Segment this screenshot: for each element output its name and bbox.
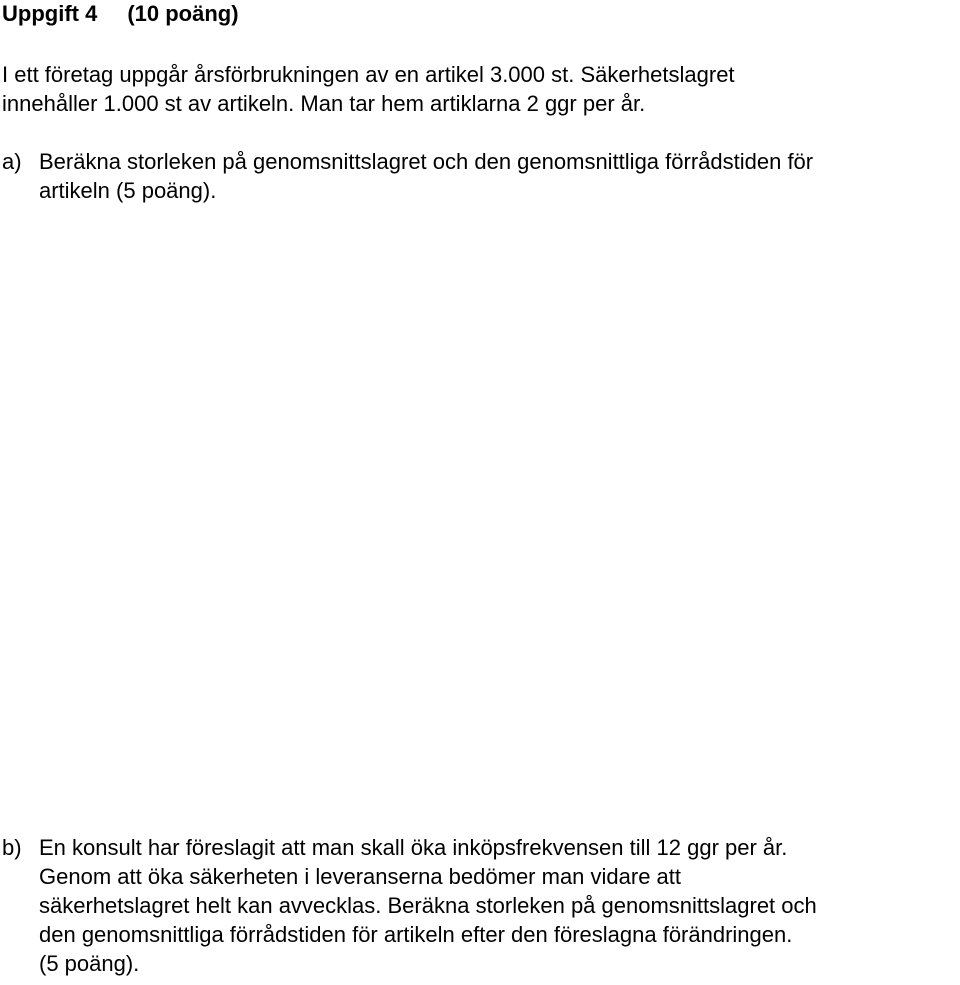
intro-line: innehåller 1.000 st av artikeln. Man tar hem artiklarna 2 ggr per år. [2,91,646,116]
question-a-text [39,147,813,205]
question-b [2,833,817,978]
question-b-line: Genom att öka säkerheten i leveranserna bedömer man vidare att [39,864,682,889]
task-title: Uppgift 4 [2,1,98,26]
question-a-line: Beräkna storleken på genomsnittslagret och den genomsnittliga förrådstiden för [39,149,814,174]
task-heading [2,0,239,28]
question-a-line: artikeln (5 poäng). [39,178,217,203]
question-b-line: den genomsnittliga förrådstiden för artikeln efter den föreslagna förändringen. [39,922,793,947]
question-b-line: (5 poäng). [39,951,140,976]
task-intro [2,60,735,118]
question-b-line: säkerhetslagret helt kan avvecklas. Beräkna storleken på genomsnittslagret och [39,893,817,918]
task-points: (10 poäng) [127,1,239,26]
question-b-line: En konsult har föreslagit att man skall öka inköpsfrekvensen till 12 ggr per år. [39,835,788,860]
intro-line: I ett företag uppgår årsförbrukningen av en artikel 3.000 st. Säkerhetslagret [2,62,735,87]
question-a [2,147,813,205]
question-a-label: a) [2,149,22,174]
question-b-text [39,833,817,978]
question-b-label: b) [2,835,22,860]
